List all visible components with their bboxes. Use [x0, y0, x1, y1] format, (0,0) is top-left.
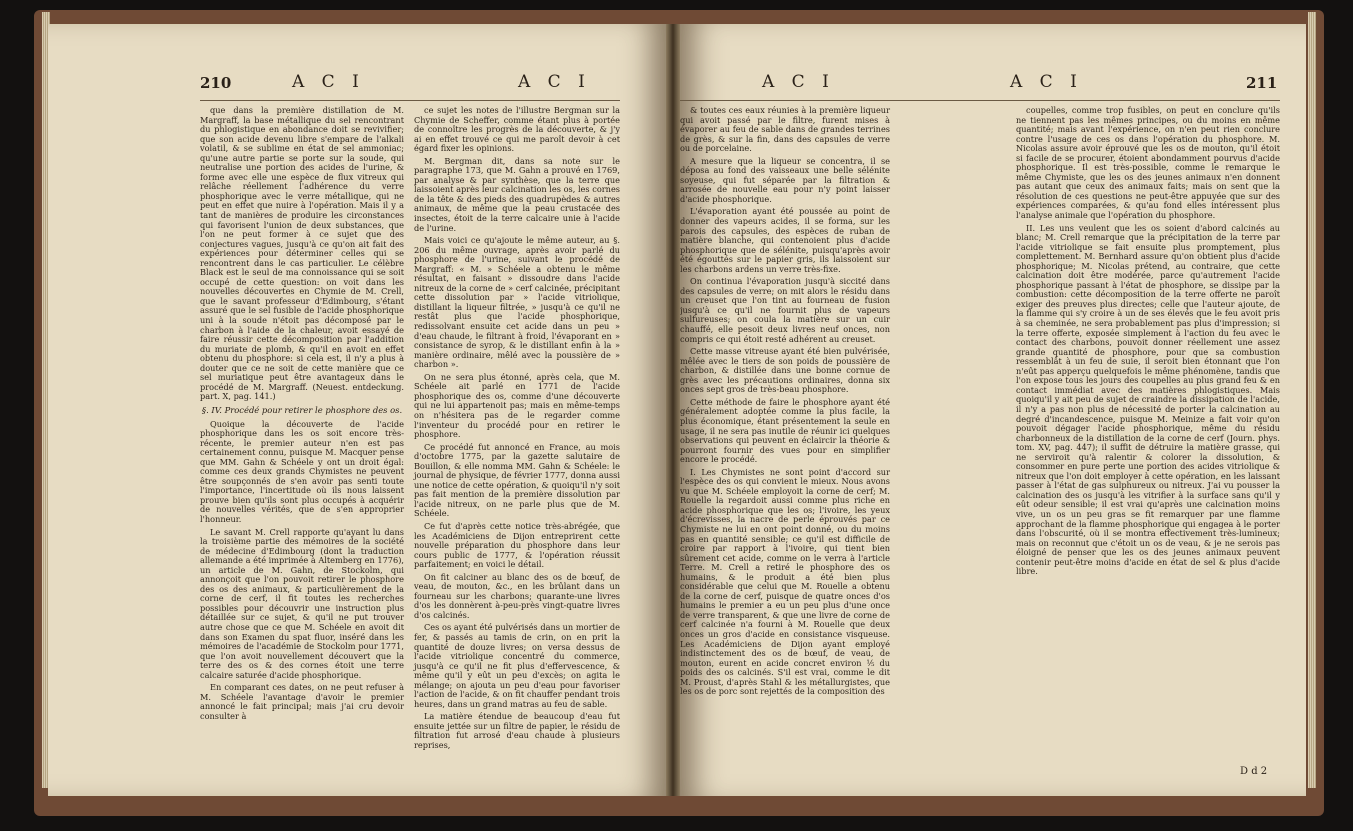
text-column	[414, 106, 620, 754]
paragraph: Le savant M. Crell rapporte qu'ayant lu dans la troisième partie des mémoires de la société de médecine d'Edimbourg (dont la traduction allemande a été imprimée à Altemberg en 1776), un article de M. Gahn, de Stockolm, qui annonçoit que l'on pouvoit retirer le phosphore des os des animaux, & particulièrement de la corne de cerf, il fit toutes les recherches possibles pour découvrir une instruction plus détaillée sur ce sujet, & qu'il ne put trouver autre chose que ce que M. Schéele en avoit dit dans son Examen du spat fluor, inséré dans les mémoires de l'académie de Stockolm pour 1771, que l'on avoit nouvellement découvert que la terre des os & des cornes étoit une terre calcaire saturée d'acide phosphorique.	[200, 526, 404, 680]
paragraph: Cette méthode de faire le phosphore ayant été généralement adoptée comme la plus facile, la plus économique, étant présentement la seule en usage, il ne sera pas inutile de réunir ici quelques observations qui peuvent en éclaircir la théorie & pourront fournir des vues pour en simplifier encore le procédé.	[680, 396, 890, 465]
paragraph: II. Les uns veulent que les os soient d'abord calcinés au blanc; M. Crell remarque que la précipitation de la terre par l'acide vitriolique se fait ensuite plus promptement, plus complettement. M. Bernhard assure qu'on obtient plus d'acide phosphorique; M. Nicolas prétend, au contraire, que cette calcination doit être modérée, parce qu'autrement l'acide phosphorique passant à l'état de phosphore, se dissipe par la combustion: cette décomposition de la terre offerte ne paroît exiger des preuves plus directes; celle que l'auteur ajoute, de la flamme qui s'y croire à un de ses élevés que le feu avoit pris à sa cheminée, ne sera probablement pas plus d'impression; si la terre offerte, exposée simplement à l'action du feu avec le contact des charbons, pouvoit donner réellement une assez grande quantité de phosphore, pour que sa combustion ressemblât à un feu de suie, il seroit bien étonnant que l'on n'eût pas apperçu quelquefois le même phénomène, tandis que l'on expose tous les jours des coupelles au plus grand feu & en contact immédiat avec des matières phlogistiques. Mais quoiqu'il y ait peu de sujet de craindre la dissipation de l'acide, il n'y a pas non plus de nécessité de porter la calcination au degré d'incandescence, puisque M. Meinize a fait voir qu'on pouvoit dégager l'acide phosphorique, même du résidu charbonneux de la distillation de la corne de cerf (Journ. phys. tom. XV, pag. 447); il suffit de détruire la matière grasse, qui ne serviroit qu'à ralentir & colorer la dissolution, & consommer en pure perte une portion des acides vitriolique & nitreux que l'on doit employer à cette opération, en les laissant passer à l'état de gas sulphureux ou nitreux. J'ai vu pousser la calcination des os jusqu'à les vitrifier à la surface sans qu'il y eût odeur sensible; il est vrai qu'après une calcination moins vive, un os un peu gras se fit remarquer par une flamme approchant de la flamme phosphorique qui engagea à le porter dans l'obscurité, où il se montra effectivement très-lumineux; mais on reconnut que c'étoit un os de veau, & je ne serois pas éloigné de penser que les os des jeunes animaux peuvent contenir peut-être moins d'acide en état de sel & plus d'acide libre.	[1016, 222, 1280, 577]
page-edges-right	[1308, 12, 1316, 788]
paragraph: En comparant ces dates, on ne peut refuser à M. Schéele l'avantage d'avoir le premier annoncé le fait principal; mais j'ai cru devoir consulter à	[200, 682, 404, 721]
paragraph: A mesure que la liqueur se concentra, il se déposa au fond des vaisseaux une belle sélénite soyeuse, qui fut séparée par la filtration & arrosée de nouvelle eau pour n'y point laisser d'acide phosphorique.	[680, 155, 890, 204]
paragraph: On continua l'évaporation jusqu'à siccité dans des capsules de verre; on mit alors le résidu dans un creuset que l'on tint au fourneau de fusion jusqu'à ce qu'il ne fournit plus de vapeurs sulfureuses; on coula la matière sur un cuir chauffé, elle pesoit deux livres neuf onces, non compris ce qui étoit resté adhérent au creuset.	[680, 276, 890, 344]
book-gutter	[666, 24, 680, 796]
header-rule	[680, 100, 1280, 101]
paragraph: L'évaporation ayant été poussée au point de donner des vapeurs acides, il se forma, sur les parois des capsules, des espèces de ruban de matière blanche, qui contenoient plus d'acide phosphorique que de sélénite, puisqu'après avoir été égouttés sur le papier gris, ils laissoient sur les charbons ardens un verre très-fixe.	[680, 206, 890, 274]
paragraph: coupelles, comme trop fusibles, on peut en conclure qu'ils ne tiennent pas les mêmes principes, ou du moins en même quantité; mais avant l'expérience, on n'en peut rien conclure contre l'usage de ces os dans l'opération du phosphore. M. Nicolas assure avoir éprouvé que les os de mouton, qu'il étoit si facile de se procurer, étoient abondamment pourvus d'acide phosphorique. Il est très-possible, comme le remarque le même Chymiste, que les os des jeunes animaux n'en donnent pas autant que ceux des animaux faits; mais on sent que la résolution de ces questions ne peut-être appuyée que sur des expériences comparées, & qu'au fond elles intéressent plus l'analyse animale que l'opération du phosphore.	[1016, 105, 1280, 221]
catchword: D d 2	[1240, 766, 1268, 777]
paragraph: Ce fut d'après cette notice très-abrégée, que les Académiciens de Dijon entreprirent cette nouvelle préparation du phosphore dans leur cours public de 1777, & l'opération réussit parfaitement; en voici le détail.	[414, 520, 620, 570]
paragraph: que dans la première distillation de M. Margraff, la base métallique du sel rencontrant du phlogistique en abondance doit se revivifier; que son acide devenu libre s'empare de l'alkali volatil, & se sublime en état de sel ammoniac; qu'une autre partie se porte sur la soude, qui neutralise une portion des acides de l'urine, & forme avec elle une espèce de flux vitreux qui relâche réellement l'adhérence du verre phosphorique avec le verre métallique, qui ne peut en effet que nuire à l'opération. Mais il y a tant de manières de produire les circonstances qui favorisent l'union de deux substances, que l'on ne peut former à ce sujet que des conjectures vagues, jusqu'à ce qu'on ait fait des expériences pour déterminer celles qui se rencontrent dans le cas particulier. Le célèbre Black est le seul de ma connoissance qui se soit occupé de cette question: on voit dans les nouvelles découvertes en Chymie de M. Crell, que le savant professeur d'Edimbourg, s'étant assuré que le sel fusible de l'acide phosphorique uni à la soude n'étoit pas décomposé par le charbon à l'aide de la chaleur, avoit essayé de faire réussir cette décomposition par l'addition du muriate de plomb, & qu'il en avoit en effet obtenu du phosphore: si cela est, il n'y a plus à douter que ce ne soit de cette manière que ce sel muriatique peut être avantageux dans le procédé de M. Margraff. (Neuest. entdeckung. part. X, pag. 141.)	[200, 105, 404, 402]
page-number: 211	[1246, 74, 1278, 92]
text-column	[1016, 106, 1280, 580]
paragraph: M. Bergman dit, dans sa note sur le paragraphe 173, que M. Gahn a prouvé en 1769, par analyse & par synthèse, que la terre que laissoient après leur calcination les os, les cornes de la tête & des pieds des quadrupèdes & autres animaux, de même que la peau crustacée des insectes, étoit de la terre calcaire unie à l'acide de l'urine.	[414, 155, 620, 233]
paragraph: On fit calciner au blanc des os de bœuf, de veau, de mouton, &c., en les brûlant dans un fourneau sur les charbons; quarante-une livres d'os les donnèrent à-peu-près vingt-quatre livres d'os calcinés.	[414, 571, 620, 620]
running-head: A C I	[518, 72, 591, 92]
left-page-header	[48, 74, 666, 98]
left-page	[48, 24, 666, 796]
paragraph: I. Les Chymistes ne sont point d'accord sur l'espèce des os qui convient le mieux. Nous avons vu que M. Schéele employoit la corne de cerf; M. Rouelle la regardoit aussi comme plus riche en acide phosphorique que les os; l'ivoire, les yeux d'écrevisses, la nacre de perle éprouvés par ce Chymiste ne lui en ont point donné, ou du moins pas en quantité sensible; ce qu'il est difficile de croire par rapport à l'ivoire, qui tient bien sûrement cet acide, comme on le verra à l'article Terre. M. Crell a retiré le phosphore des os humains, & le produit a été bien plus considérable que celui que M. Rouelle a obtenu de la corne de cerf, puisque de quatre onces d'os humains le premier a eu un peu plus d'une once de verre transparent, & que une livre de corne de cerf calcinée n'a fourni à M. Rouelle que deux onces un gros d'acide en consistance visqueuse. Les Académiciens de Dijon ayant employé indistinctement des os de bœuf, de veau, de mouton, eurent en acide concret environ ⅕ du poids des os calcinés. S'il est vrai, comme le dit M. Proust, d'après Stahl & les métallurgistes, que les os de porc sont rejettés de la composition des	[680, 466, 890, 697]
paragraph: Cette masse vitreuse ayant été bien pulvérisée, mêlée avec le tiers de son poids de poussière de charbon, & distillée dans une bonne cornue de grès avec les précautions ordinaires, donna six onces sept gros de très-beau phosphore.	[680, 346, 890, 395]
section-title: §. IV. Procédé pour retirer le phosphore des os.	[201, 404, 403, 415]
paragraph: ce sujet les notes de l'illustre Bergman sur la Chymie de Scheffer, comme étant plus à portée de connoître les progrès de la découverte, & j'y ai en effet trouvé ce qui me paroît devoir à cet égard fixer les opinions.	[414, 105, 620, 154]
right-page-header	[680, 74, 1306, 98]
paragraph: La matière étendue de beaucoup d'eau fut ensuite jettée sur un filtre de papier, le résidu de filtration fut arrosé d'eau chaude à plusieurs reprises,	[414, 711, 620, 750]
paragraph: & toutes ces eaux réunies à la première liqueur qui avoit passé par le filtre, furent mises à évaporer au feu de sable dans de grandes terrines de grès, & sur la fin, dans des capsules de verre ou de porcelaine.	[680, 105, 890, 154]
text-column	[200, 106, 404, 724]
page-number: 210	[200, 74, 232, 92]
paragraph: Ces os ayant été pulvérisés dans un mortier de fer, & passés au tamis de crin, on en prit la quantité de douze livres; on versa dessus de l'acide vitriolique concentré du commerce, jusqu'à ce qu'il ne fit plus d'effervescence, & même qu'il y eût un peu d'excès; on agita le mélange; on ajouta un peu d'eau pour favoriser l'action de l'acide, & on fit chauffer pendant trois heures, dans un grand matras au feu de sable.	[414, 622, 620, 709]
paragraph: Quoique la découverte de l'acide phosphorique dans les os soit encore très-récente, le premier auteur n'en est pas certainement connu, puisque M. Macquer pense que MM. Gahn & Schéele y ont un droit égal: comme ces deux grands Chymistes ne peuvent être soupçonnés de s'en avoir pas senti toute l'importance, l'incertitude où ils nous laissent prouve bien qu'ils sont plus occupés à acquérir de nouvelles vérités, que de s'en approprier l'honneur.	[200, 418, 404, 524]
paragraph: Mais voici ce qu'ajoute le même auteur, au §. 206 du même ouvrage, après avoir parlé du phosphore de l'urine, suivant le procédé de Margraff: « M. » Schéele a obtenu le même résultat, en faisant » dissoudre dans l'acide nitreux de la corne de » cerf calcinée, précipitant cette dissolution par » l'acide vitriolique, distillant la liqueur filtrée, » jusqu'à ce qu'il ne restât plus que l'acide phosphorique, redissolvant ensuite cet acide dans un peu » d'eau chaude, le filtrant à froid, l'évaporant en » consistance de syrop, & le distillant enfin à la » manière ordinaire, mêlé avec la poussière de » charbon ».	[414, 235, 620, 370]
right-page	[680, 24, 1306, 796]
paragraph: On ne sera plus étonné, après cela, que M. Schéele ait parlé en 1771 de l'acide phosphorique des os, comme d'une découverte qui ne lui appartenoit pas; mais en même-temps on n'hésitera pas de le regarder comme l'inventeur du procédé pour en retirer le phosphore.	[414, 371, 620, 440]
header-rule	[200, 100, 620, 101]
running-head: A C I	[292, 72, 365, 92]
text-column	[680, 106, 890, 700]
running-head: A C I	[762, 72, 835, 92]
paragraph: Ce procédé fut annoncé en France, au mois d'octobre 1775, par la gazette salutaire de Bouillon, & elle nomma MM. Gahn & Schéele: le journal de physique, de février 1777, donna aussi une notice de cette opération, & quoiqu'il n'y soit pas fait mention de la première dissolution par l'acide nitreux, on ne parle plus que de M. Schéele.	[414, 441, 620, 519]
running-head: A C I	[1010, 72, 1083, 92]
